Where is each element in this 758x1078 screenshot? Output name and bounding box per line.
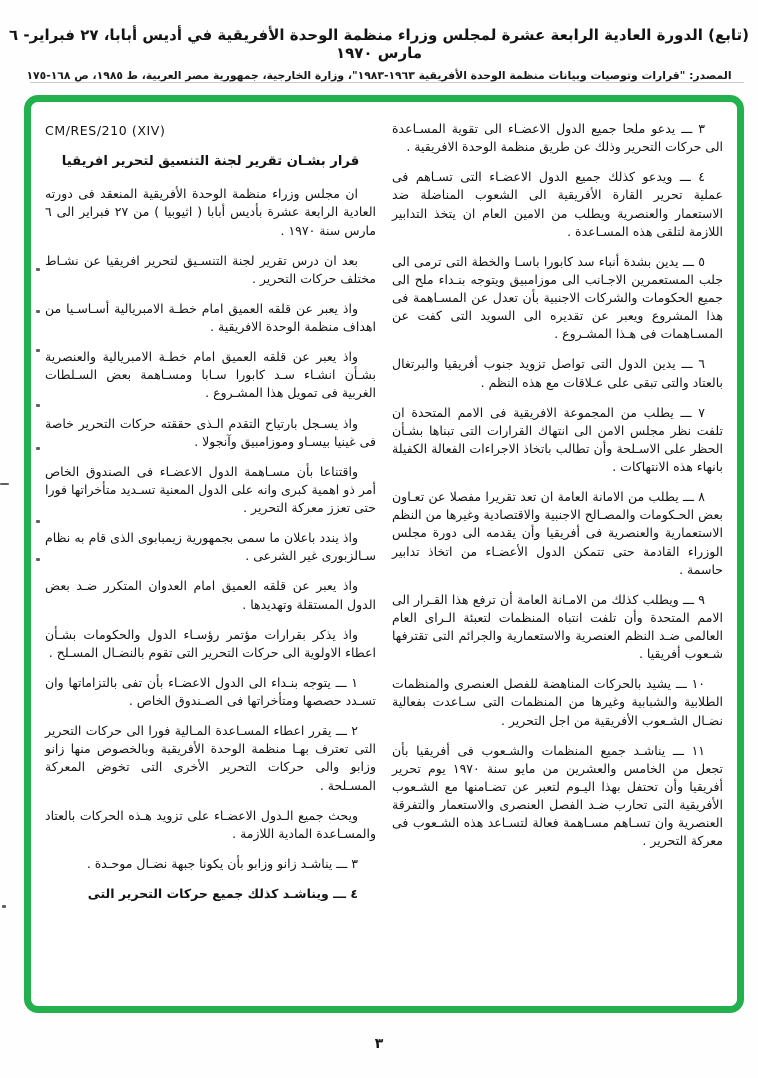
resolution-paragraph: ٣ ـــ يناشـد زانو وزابو بأن يكونا جبهة نضـال موحـدة . [86, 855, 358, 871]
scan-artifact [36, 310, 40, 313]
left-column-paragraphs [45, 185, 376, 903]
resolution-paragraph: ١١ ـــ يناشـد جميع المنظمات والشـعوب فى أفريقيا بأن تجعل من الخامس والعشرين من مايو سنة ١٩٧٠ يوم تحرير أفريقيا وأن تحتفل بهذا اليـوم لتعبر عن تضـامنها مع الشـعوب الأفريقية التى تحارب ضـد الفصل العنصرى والاستعمار والتفرقة العنصرية وان تسـاهم مسـاهمة فعالة لتسـاعد هذه الشـعوب فى معركة التحرير . [392, 742, 723, 849]
resolution-paragraph: واذ يعبر عن قلقه العميق امام خطـة الامبريالية أسـاسـيا من اهداف منظمة الوحدة الافريقية . [45, 300, 376, 335]
resolution-paragraph: واذ يندد باعلان ما سمى بجمهورية زيمبابوى الذى قام به نظام سـالزبورى غير الشرعى . [45, 530, 376, 564]
session-title: (تابع) الدورة العادية الرابعة عشرة لمجلس وزراء منظمة الوحدة الأفريقية في أديس أبابا، ٢٧ فبراير- ٦ مارس ١٩٧٠ [8, 26, 750, 62]
page-header [0, 26, 758, 82]
resolution-paragraph: ويحث جميع الـدول الاعضـاء على تزويد هـذه الحركات بالعتاد والمسـاعدة المادية اللازمة . [45, 807, 376, 841]
resolution-paragraph: ٨ ـــ يطلب من الامانة العامة ان تعد تقريرا مفصلا عن تعـاون بعض الحـكومات والمصـالح الاجنبية والاقتصادية وغيرها من النظم الاستعمارية والعنصرية فى أفريقيا وأن يقدمه الى دورة مجلس الوزراء القادمة حتى تتمكن الدول الأعضـاء من اتخاذ تدابير حاسمة . [392, 489, 723, 577]
resolution-paragraph: واقتناعا بأن مسـاهمة الدول الاعضـاء فى الصندوق الخاص أمر ذو اهمية كبرى وانه على الدول المعنية تسـديد متأخراتها فورا حتى تعزز معركة التحرير . [45, 463, 376, 516]
scan-artifact [36, 520, 40, 523]
source-citation: المصدر: "قرارات وتوصيات وبيانات منظمة الوحدة الأفريقية ١٩٦٣-١٩٨٣"، وزارة الخارجية، جمهورية مصر العربية، ط ١٩٨٥، ص ١٦٨-١٧٥ [26, 69, 732, 82]
resolution-paragraph: ٦ ـــ يدين الدول التى تواصل تزويد جنوب أفريقيا والبرتغال بالعتاد والتى تبقى على عـلاقات مع هذه النظم . [392, 356, 723, 390]
content-border [24, 95, 744, 1013]
resolution-paragraph: ٩ ـــ ويطلب كذلك من الامـانة العامة أن ترفع هذا القـرار الى الامم المتحدة وأن تلفت انتباه المنظمات لتعبئة الـراى العام العالمى ضـد النظم العنصرية والاستعمارية والجرائم التى تقترفها شـعوب أفريقيا . [392, 591, 723, 662]
resolution-ref-code: CM/RES/210 (XIV) [45, 123, 166, 138]
header-divider [30, 82, 744, 83]
scan-artifact [0, 483, 9, 485]
left-column [45, 120, 376, 998]
resolution-paragraph: ٧ ـــ يطلب من المجموعة الافريقية فى الامم المتحدة ان تلفت نظر مجلس الامن الى انتهاك القرارات التى تبناها بشـأن الحظر على الاسـلحة وأن تطالب باتخاذ الاجراءات الفعالة الكفيلة بانهاء هذه الانتهاكات . [392, 404, 723, 474]
resolution-paragraph: ٤ ـــ ويناشـد كذلك جميع حركات التحرير التى [87, 886, 358, 902]
two-column-text [45, 120, 723, 998]
resolution-paragraph: ٤ ـــ ويدعو كذلك جميع الدول الاعضـاء التى تسـاهم فى عملية تحرير القارة الأفريقية الى الشعوب المناضلة ضد الاستعمار والعنصرية ويطلب من الامين العام ان يتخذ التدابير اللازمة لتلقى هذه المسـاعدة . [392, 169, 723, 239]
page-number: ٣ [374, 1036, 384, 1052]
resolution-paragraph: واذ يذكر بقرارات مؤتمر رؤسـاء الدول والحكومات بشـأن اعطاء الاولوية الى حركات التحرير التى تقوم بالنضـال المسـلح . [45, 626, 376, 660]
resolution-paragraph: ان مجلس وزراء منظمة الوحدة الأفريقية المنعقد فى دورته العادية الرابعة عشرة بأديس أبابا ( اثيوبيا ) من ٢٧ فبراير الى ٦ مارس سنة ١٩٧٠ . [45, 186, 376, 238]
resolution-paragraph: ١٠ ـــ يشيد بالحركات المناهضة للفصل العنصرى والمنظمات الطلابية والشبابية وغيرها من المنظمات التى سـاعدت بفعالية نضـال الشـعوب الأفريقية من اجل التحرير . [392, 676, 723, 728]
resolution-paragraph: ١ ـــ يتوجه بنـداء الى الدول الاعضـاء بأن تفى بالتزاماتها وان تسـدد حصصها ومتأخراتها فى الصـندوق الخاص . [45, 674, 376, 709]
resolution-paragraph: ٢ ـــ يقرر اعطاء المسـاعدة المـالية فورا الى حركات التحرير التى تعترف بهـا منظمة الوحدة الأفريقية وبالخصوص منها زانو وزابو والى حركات التحرير الأخرى التى تخوض المعركة المسـلحة . [45, 723, 376, 793]
scan-artifact [36, 558, 40, 561]
scan-artifact [36, 447, 40, 450]
right-column [392, 120, 723, 998]
scan-artifact [36, 268, 40, 271]
scan-artifact [36, 404, 40, 407]
resolution-paragraph: واذ يسـجل بارتياح التقدم الـذى حققته حركات التحرير خاصة فى غينيا بيسـاو وموزامبيق وآنجولا . [45, 415, 376, 449]
resolution-paragraph: ٥ ـــ يدين بشدة أنباء سد كابورا باسـا والخطة التى ترمى الى جلب المستعمرين الاجـانب الى موزامبيق ويتوجه بنـداء ملح الى جميع الحكومات والشركات الاجنبية بأن تعدل عن المسـاهمة فى هذا المشروع ويعبر عن تقديره الى السويد التى كفت عن المسـاهمات فى هـذا المشـروع . [392, 253, 723, 342]
resolution-title: قرار بشـان تقرير لجنة التنسيق لتحرير افريقيا [61, 154, 360, 170]
resolution-paragraph: واذ يعبر عن قلقه العميق امام خطـة الامبريالية والعنصرية بشـأن انشـاء سـد كابورا سـابا ومسـاهمة بعض السـلطات الغربية فى تمويل هذا المشـروع . [45, 349, 376, 401]
resolution-paragraph: بعد ان درس تقرير لجنة التنسـيق لتحرير افريقيا عن نشـاط مختلف حركات التحرير . [45, 252, 376, 286]
scan-artifact [36, 349, 40, 352]
scan-artifact [2, 905, 6, 908]
resolution-paragraph: واذ يعبر عن قلقه العميق امام العدوان المتكرر ضـد بعض الدول المستقلة وتهديدها . [45, 578, 376, 612]
resolution-paragraph: ٣ ـــ يدعو ملحا جميع الدول الاعضـاء الى تقوية المسـاعدة الى حركات التحرير وذلك عن طريق منظمة الوحدة الافريقية . [392, 121, 723, 155]
